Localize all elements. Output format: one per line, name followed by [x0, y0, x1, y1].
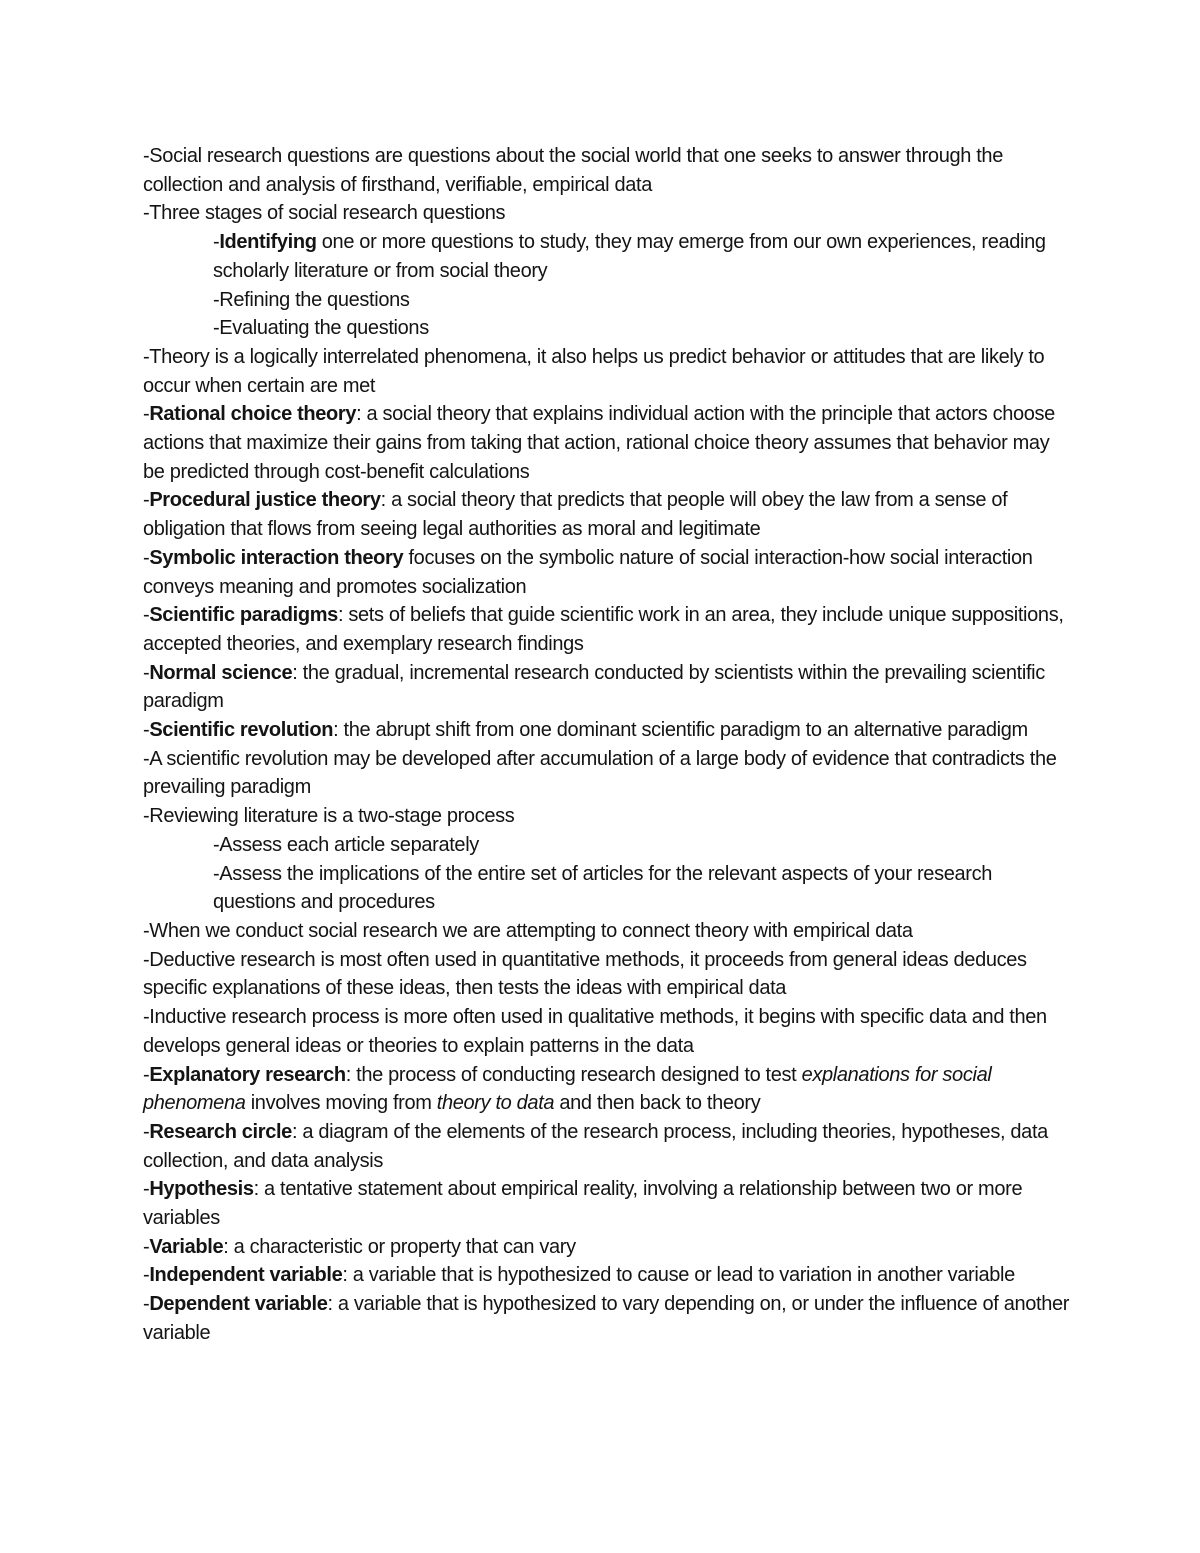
note-line	[143, 716, 1073, 745]
note-line	[143, 486, 1073, 543]
term-label: Dependent variable	[149, 1293, 328, 1316]
term-definition: : a diagram of the elements of the research process, including theories, hypotheses, data collection, and data analysis	[143, 1120, 1048, 1172]
term-definition: one or more questions to study, they may emerge from our own experiences, reading scholarly literature or from social theory	[213, 231, 1046, 282]
note-line: -When we conduct social research we are attempting to connect theory with empirical data	[143, 919, 913, 942]
note-line: -Social research questions are questions about the social world that one seeks to answer through the collection and analysis of firsthand, verifiable, empirical data	[143, 145, 1003, 196]
term-label: Normal science	[149, 661, 293, 684]
note-line	[143, 659, 1073, 716]
note-line: -Inductive research process is more often used in qualitative methods, it begins with specific data and then develops general ideas or theories to explain patterns in the data	[143, 1006, 1047, 1057]
note-dash: -	[213, 231, 220, 254]
note-line	[143, 1261, 1073, 1290]
term-label: Identifying	[219, 231, 317, 254]
note-dash: -	[143, 604, 150, 627]
note-line	[143, 1233, 1073, 1262]
note-dash: -	[143, 1235, 150, 1258]
note-dash: -	[143, 546, 150, 569]
note-line: -A scientific revolution may be developed after accumulation of a large body of evidence that contradicts the prevailing paradigm	[143, 747, 1057, 799]
term-label: Independent variable	[149, 1264, 343, 1287]
term-definition: : the gradual, incremental research conducted by scientists within the prevailing scientific paradigm	[143, 661, 1045, 713]
term-label: Symbolic interaction theory	[149, 546, 404, 569]
note-line	[143, 228, 1073, 285]
term-definition: : a tentative statement about empirical reality, involving a relationship between two or more variables	[143, 1178, 1023, 1230]
note-dash: -	[143, 1293, 150, 1316]
term-definition: : a variable that is hypothesized to cause or lead to variation in another variable	[342, 1264, 1015, 1287]
note-dash: -	[143, 489, 150, 512]
term-definition: : a characteristic or property that can vary	[223, 1235, 576, 1258]
note-line	[143, 544, 1073, 601]
note-dash: -	[143, 661, 150, 684]
term-definition: : sets of beliefs that guide scientific work in an area, they include unique suppositions, accepted theories, and exemplary research findings	[143, 604, 1064, 655]
note-line: -Deductive research is most often used in quantitative methods, it proceeds from general ideas deduces specific explanations of these ideas, then tests the ideas with empirical data	[143, 948, 1027, 1000]
note-dash: -	[143, 1178, 150, 1201]
note-dash: -	[143, 403, 150, 426]
note-line: -Reviewing literature is a two-stage process	[143, 805, 515, 828]
term-label: Research circle	[149, 1120, 292, 1143]
note-dash: -	[143, 1063, 150, 1086]
term-label: Scientific paradigms	[149, 604, 338, 627]
note-line	[143, 601, 1073, 658]
term-definition: : the process of conducting research designed to test	[345, 1063, 802, 1086]
note-line	[143, 400, 1073, 486]
term-definition: : a variable that is hypothesized to vary depending on, or under the influence of another variable	[143, 1293, 1070, 1344]
term-definition: : a social theory that predicts that people will obey the law from a sense of obligation that flows from seeing legal authorities as moral and legitimate	[143, 489, 1008, 541]
note-line: -Refining the questions	[213, 288, 410, 311]
emphasis-text: theory to data	[436, 1092, 555, 1115]
note-line	[143, 1118, 1073, 1175]
note-line: -Assess the implications of the entire set of articles for the relevant aspects of your research questions and procedures	[213, 862, 992, 914]
note-dash: -	[143, 719, 150, 742]
term-label: Procedural justice theory	[149, 489, 381, 512]
document-body	[143, 142, 1073, 1348]
term-label: Hypothesis	[149, 1178, 254, 1201]
note-line: -Assess each article separately	[213, 833, 479, 856]
note-line	[143, 1290, 1073, 1347]
note-line: -Three stages of social research questions	[143, 202, 506, 225]
note-line: -Theory is a logically interrelated phenomena, it also helps us predict behavior or attitudes that are likely to occur when certain are met	[143, 345, 1045, 397]
term-label: Scientific revolution	[149, 719, 334, 742]
term-definition: : a social theory that explains individual action with the principle that actors choose actions that maximize their gains from taking that action, rational choice theory assumes that behavior may be predicted through cost-benefit calculations	[143, 403, 1055, 483]
emphasis-text: explanations for social phenomena	[143, 1063, 992, 1115]
note-dash: -	[143, 1120, 150, 1143]
term-definition: : the abrupt shift from one dominant scientific paradigm to an alternative paradigm	[333, 719, 1028, 742]
term-definition: involves moving from	[245, 1092, 437, 1115]
note-line	[143, 1175, 1073, 1232]
term-label: Explanatory research	[149, 1063, 346, 1086]
term-label: Rational choice theory	[149, 403, 357, 426]
term-label: Variable	[149, 1235, 224, 1258]
term-definition: focuses on the symbolic nature of social interaction-how social interaction conveys meaning and promotes socialization	[143, 546, 1033, 598]
term-definition: and then back to theory	[554, 1092, 761, 1115]
note-dash: -	[143, 1264, 150, 1287]
note-line	[143, 1061, 1073, 1118]
note-line: -Evaluating the questions	[213, 317, 429, 340]
